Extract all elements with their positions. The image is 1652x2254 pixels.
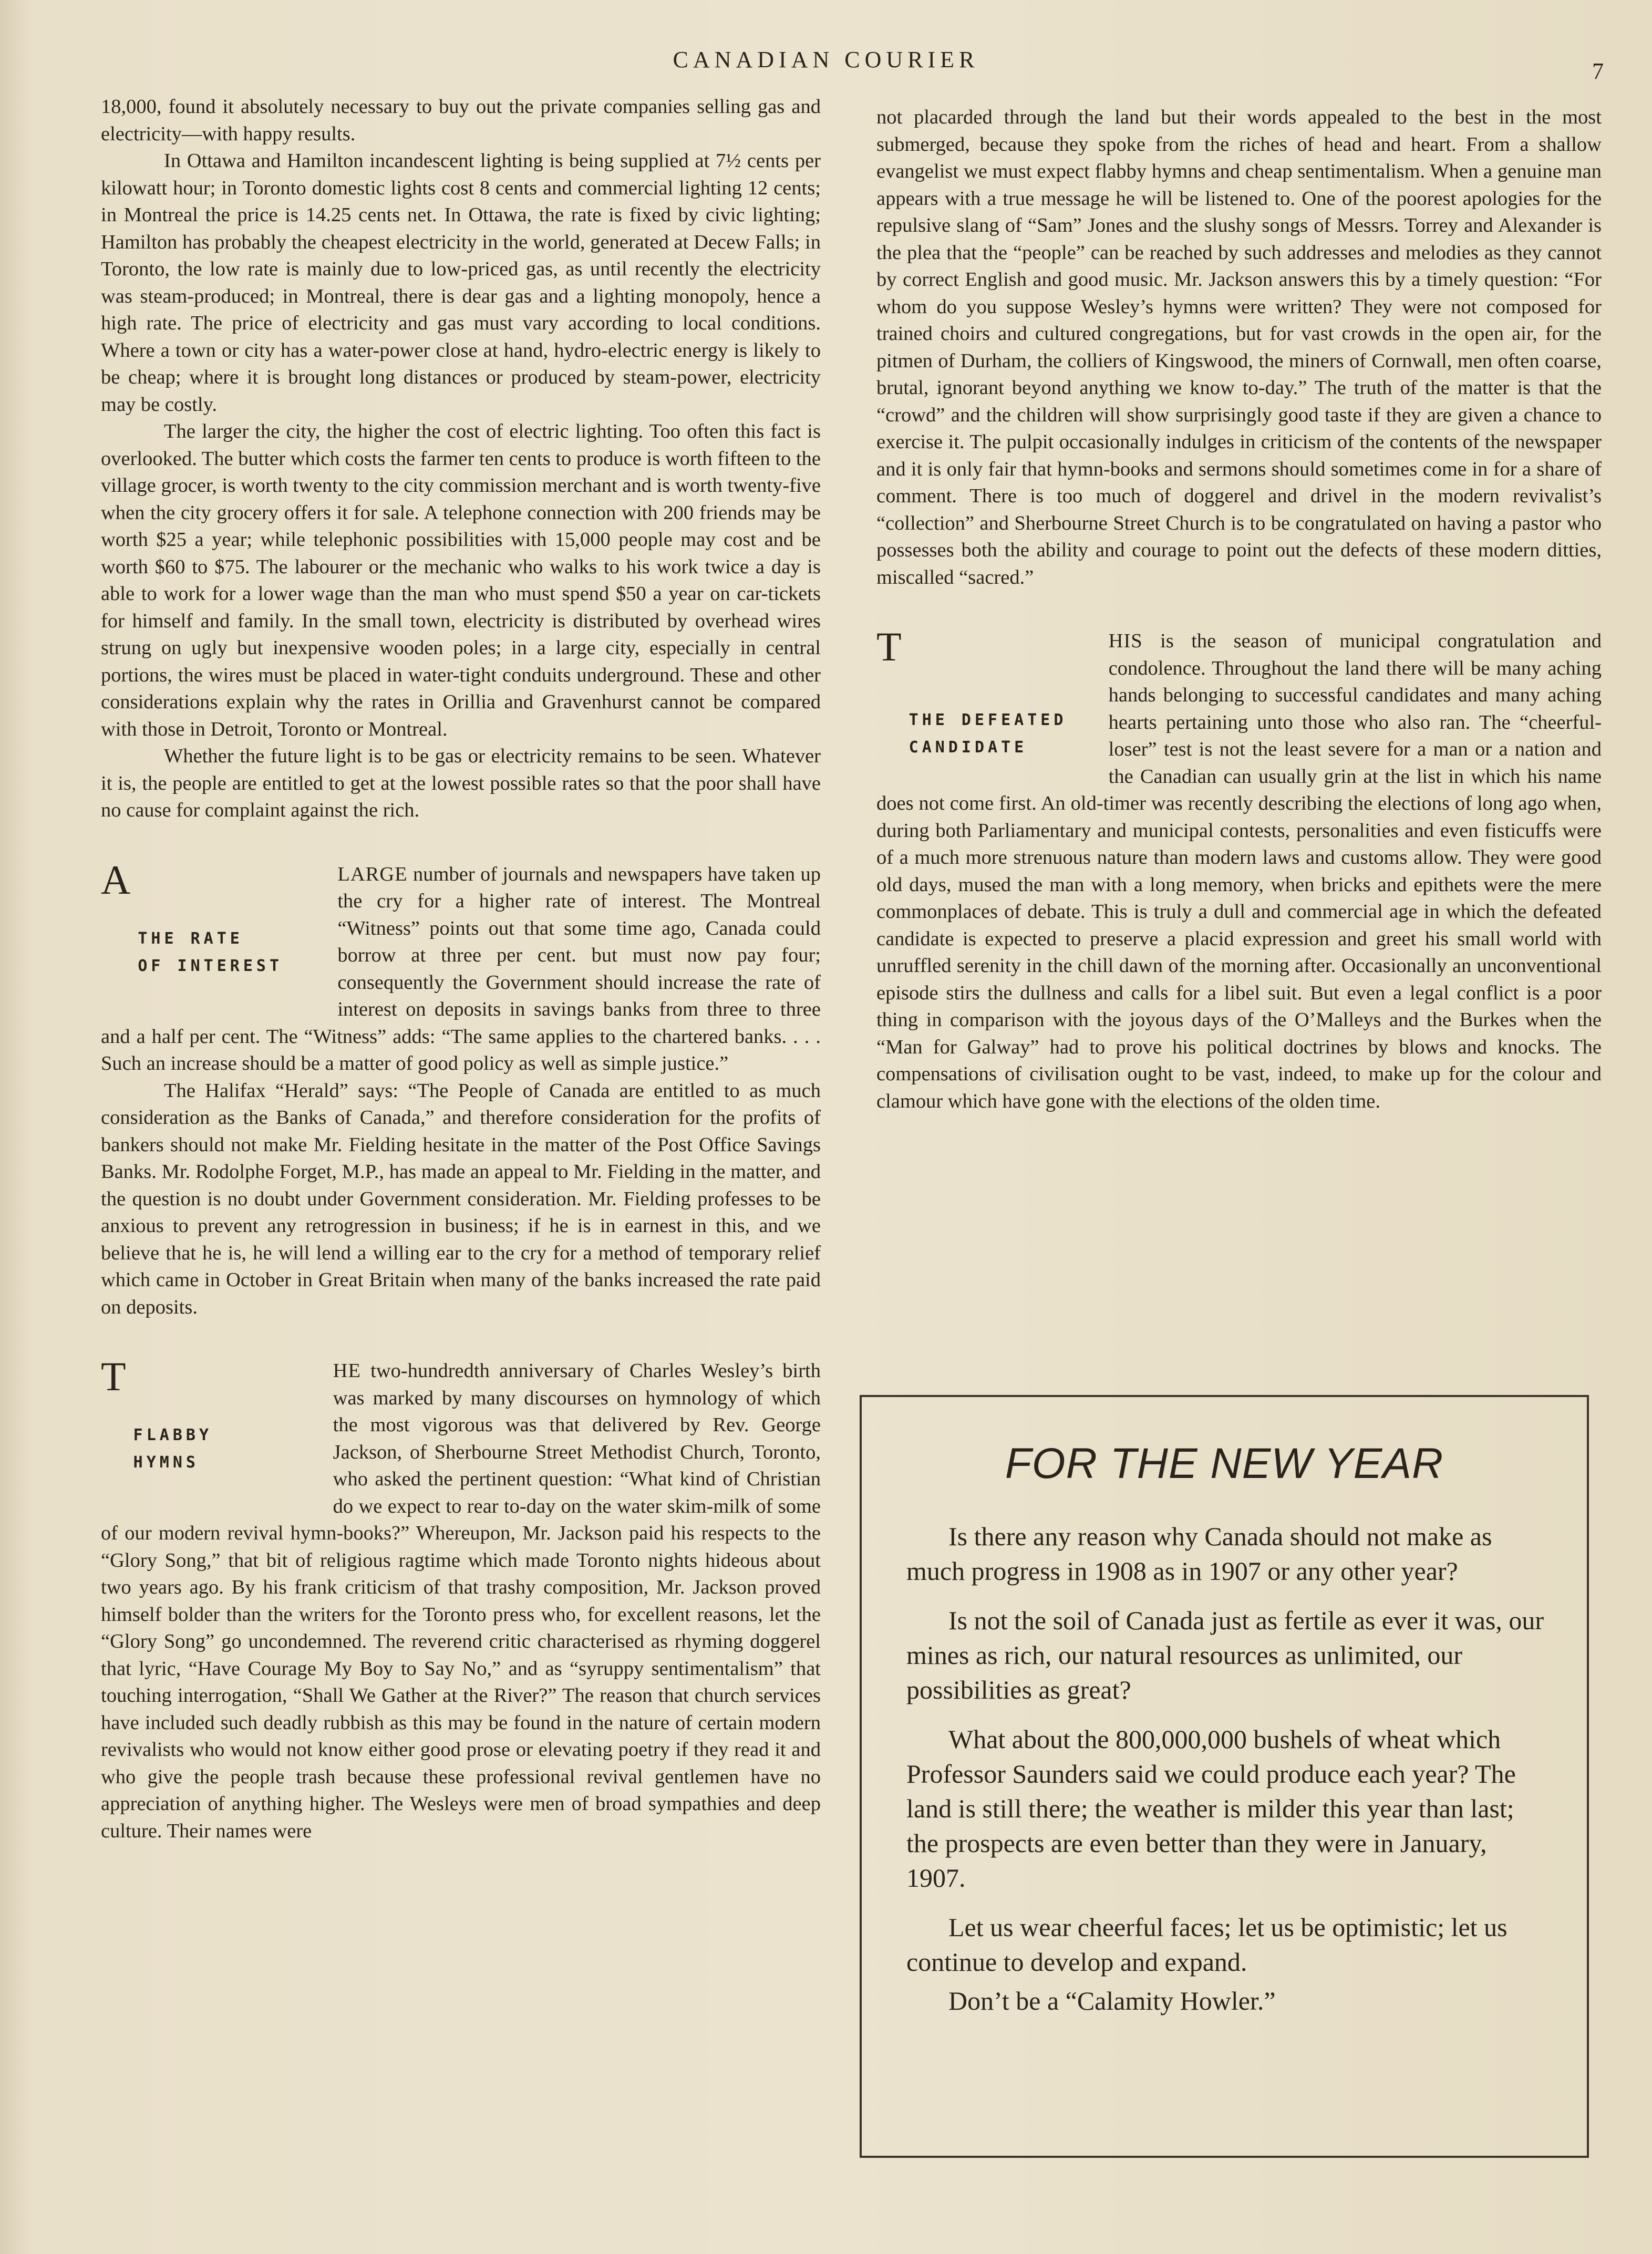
box-paragraph: Let us wear cheerful faces; let us be optimistic; let us continue to develop and expand. [906,1912,1508,1977]
heading-line: CANDIDATE [908,738,1028,757]
drop-cap: T [876,624,902,669]
lead-text: two-hundredth anniversary of Charles Wesley’s birth was marked by many discourses on hymnology of which the most vigorous was that delivered by Rev. George Jackson, of Sherbourne Street Methodist Church, Toronto, who asked the pertinent question: “What kind of Christian do we expect to rear to-day on the water skim-milk of some of our modern revival hymn-books?” Whereupon, Mr. Jackson paid his respects to the “Glory Song,” that bit of religious ragtime which made Toronto nights hideous about two years ago. By his frank criticism of that trashy composition, Mr. Jackson proved himself bolder than the writers for the Toronto press who, for excellent reasons, let the “Glory Song” go uncondemned. The reverend critic characterised as rhyming doggerel that lyric, “Have Courage My Boy to Say No,” and as “syruppy sentimentalism” that touching interrogation, “Shall We Gather at the River?” The reason that church services have included such deadly rubbish as this may be found in the nature of certain modern revivalists who would not know either good prose or elevating poetry if they read it and who give the people trash because these professional revival gentlemen have no appreciation of anything higher. The Wesleys were men of broad sympathies and deep culture. Their names were [101,1360,821,1842]
box-paragraph: Don’t be a “Calamity Howler.” [948,1986,1276,2015]
lighting-paragraph: The larger the city, the higher the cost of electric lighting. Too often this fact is overlooked. The butter which costs the farmer ten cents to produce is worth fifteen to the village grocer, is worth twenty to the city commission merchant and is worth twenty-five when the city grocery offers it for sale. A telephone connection with 200 friends may be worth $25 a year; while telephonic possibilities with 15,000 people may cost and be worth $60 to $75. The labourer or the mechanic who walks to his work twice a day is able to work for a lower wage than the man who must spend $50 a year on car-tickets for himself and family. In the small town, electricity is distributed by overhead wires strung on ugly but inexpensive wooden poles; in a large city, especially in central portions, the wires must be placed in water-tight conduits underground. These and other considerations explain why the rates in Orillia and Gravenhurst cannot be compared with those in Detroit, Toronto or Montreal. [101,420,821,740]
flabby-hymns-section [101,1353,821,1845]
page-number: 7 [1592,58,1604,84]
lighting-paragraph: Whether the future light is to be gas or electricity remains to be seen. Whatever it is, the people are entitled to get at the lowest possible rates so that the poor shall have no cause for complaint against the rich. [101,745,821,821]
hymns-continued-paragraph: not placarded through the land but their words appealed to the best in the most submerged, because they spoke from the riches of head and heart. From a shallow evangelist we must expect flabby hymns and cheap sentimentalism. When a genuine man appears with a true message he will be listened to. One of the poorest apologies for the repulsive slang of “Sam” Jones and the slushy songs of Messrs. Torrey and Alexander is the plea that the “people” can be reached by such addresses and melodies as they cannot by correct English and good music. Mr. Jackson answers this by a timely question: “For whom do you suppose Wesley’s hymns were written? They were not composed for trained choirs and cultured congregations, but for vast crowds in the open air, for the pitmen of Durham, the colliers of Kingswood, the miners of Cornwall, men often coarse, brutal, ignorant beyond anything we know to-day.” The truth of the matter is that the “crowd” and the children will show surprisingly good taste if they are given a chance to exercise it. The pulpit occasionally indulges in criticism of the contents of the newspaper and it is only fair that hymn-books and sermons should sometimes come in for a share of comment. There is too much of doggerel and drivel in the modern revivalist’s “collection” and Sherbourne Street Church is to be congratulated on having a pastor who possesses both the ability and courage to point out the defects of these modern ditties, miscalled “sacred.” [876,106,1602,588]
section-heading-defeated-candidate [909,701,1103,785]
heading-line: HYMNS [133,1453,199,1472]
drop-cap: T [101,1353,126,1399]
box-body [906,1519,1550,2033]
running-header: CANADIAN COURIER [673,47,979,73]
box-title: FOR THE NEW YEAR [1005,1440,1444,1487]
section-heading-rate-of-interest [138,920,332,1004]
lead-text: is the season of municipal congratulation and condolence. Throughout the land there will be many aching hands belonging to successful candidates and many aching hearts pertaining unto those who also ran. The “cheerful-loser” test is not the least severe for a man or a nation and the Canadian can usually grin at the list in which his name does not come first. An old-timer was recently describing the elections of long ago when, during both Parliamentary and municipal contests, personalities and even fisticuffs were of a much more strenuous nature than modern laws and customs allow. They were good old days, mused the man with a long memory, when bricks and epithets were the mere commonplaces of debate. This is truly a dull and commercial age in which the defeated candidate is expected to preserve a placid expression and greet his small world with unruffled serenity in the chill dawn of the morning after. Occasionally an unconventional episode stirs the dullness and calls for a libel suit. But even a legal conflict is a poor thing in comparison with the joyous days of the O’Malleys and the Burkes when the “Man for Galway” had to prove his political doctrines by blows and knocks. The compensations of civilisation ought to be vast, indeed, to make up for the colour and clamour which have gone with the elections of the olden time. [876,630,1602,1112]
rate-paragraph: The Halifax “Herald” says: “The People of Canada are entitled to as much consideration as the Banks of Canada,” and therefore consideration for the profits of bankers should not make Mr. Fielding hesitate in the matter of the Post Office Savings Banks. Mr. Rodolphe Forget, M.P., has made an appeal to Mr. Fielding in the matter, and the question is no doubt under Government consideration. Mr. Fielding professes to be anxious to prevent any retrogression in business; if he is in earnest in this, and we believe that he is, he will lend a willing ear to the cry for a method of temporary relief which came in October in Great Britain when many of the banks increased the rate paid on deposits. [101,1079,821,1318]
rate-lead-paragraph [101,856,821,1078]
lead-caps: HE [333,1360,361,1382]
heading-line: THE RATE [138,929,243,948]
lighting-paragraph: 18,000, found it absolutely necessary to buy out the private companies selling gas and electricity—with happy results. [101,96,821,145]
box-paragraph: What about the 800,000,000 bushels of wheat which Professor Saunders said we could produce each year? The land is still there; the weather is milder this year than last; the prospects are even better than they were in January, 1907. [906,1724,1516,1893]
section-heading-flabby-hymns [133,1416,328,1501]
heading-line: FLABBY [133,1426,213,1444]
defeated-lead-paragraph [876,624,1602,1115]
heading-line: THE DEFEATED [908,711,1067,729]
hymns-lead-paragraph [101,1353,821,1845]
lead-caps: LARGE [337,863,408,885]
drop-cap: A [101,856,131,903]
box-paragraph: Is not the soil of Canada just as fertile as ever it was, our mines as rich, our natural resources as unlimited, our possibilities as great? [906,1606,1544,1704]
section-gap [876,591,1602,628]
rate-of-interest-section [101,856,821,1321]
lead-caps: HIS [1108,630,1143,652]
section-gap [101,1321,821,1358]
section-gap [101,824,821,861]
defeated-candidate-section [876,624,1602,1115]
box-paragraph: Is there any reason why Canada should not make as much progress in 1908 as in 1907 or any other year? [906,1522,1492,1586]
new-year-box [860,1395,1589,2158]
left-column [101,94,821,1845]
lead-text: number of journals and newspapers have taken up the cry for a higher rate of interest. The Montreal “Witness” points out that some time ago, Canada could borrow at three per cent. but must now pay four; consequently the Government should increase the rate of interest on deposits in savings banks from three to three and a half per cent. The “Witness” adds: “The same applies to the chartered banks. . . . Such an increase should be a matter of good policy as well as simple justice.” [101,863,821,1074]
right-column [876,104,1602,1115]
heading-line: OF INTEREST [138,956,283,975]
lighting-paragraph: In Ottawa and Hamilton incandescent lighting is being supplied at 7½ cents per kilowatt hour; in Toronto domestic lights cost 8 cents and commercial lighting 12 cents; in Montreal the price is 14.25 cents net. In Ottawa, the rate is fixed by civic lighting; Hamilton has probably the cheapest electricity in the world, generated at Decew Falls; in Toronto, the low rate is mainly due to low-priced gas, as until recently the electricity was steam-produced; in Montreal, there is dear gas and a lighting monopoly, hence a high rate. The price of electricity and gas must vary according to local conditions. Where a town or city has a water-power close at hand, hydro-electric energy is likely to be cheap; where it is brought long distances or produced by steam-power, electricity may be costly. [101,150,821,416]
